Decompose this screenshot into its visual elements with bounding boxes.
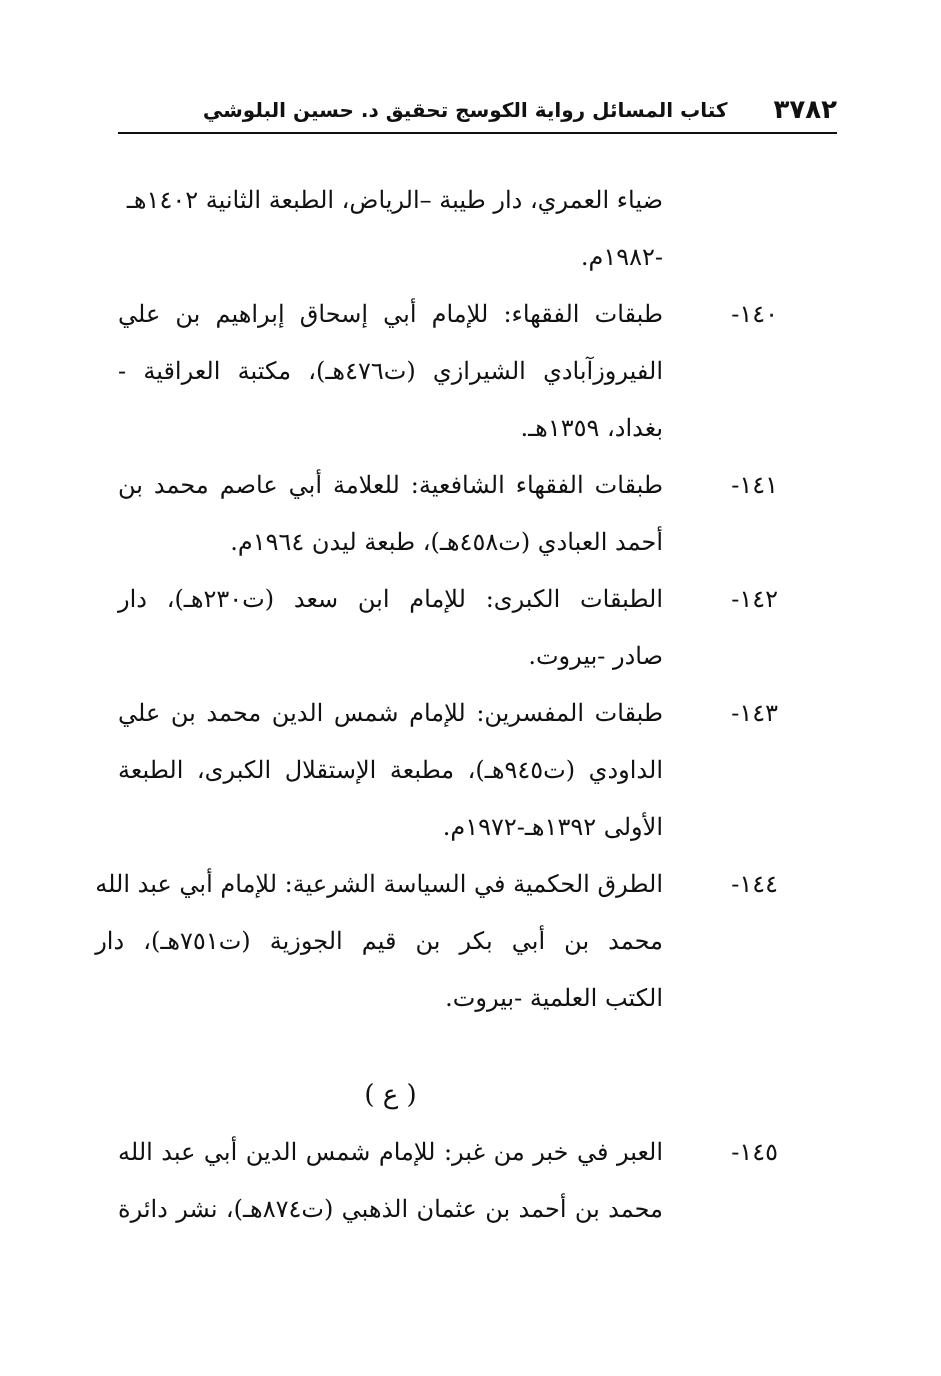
entry-line: صادر -بيروت. (528, 642, 663, 670)
bibliography-entry-140 (118, 286, 778, 457)
continuation-line: -١٩٨٢م. (580, 243, 663, 271)
page-header (118, 88, 837, 134)
entry-line: أحمد العبادي (ت٤٥٨هـ)، طبعة ليدن ١٩٦٤م. (230, 528, 663, 556)
bibliography-entry-145 (118, 1124, 778, 1238)
entry-text (118, 571, 663, 685)
entry-text (118, 685, 663, 856)
bibliography-entry-143 (118, 685, 778, 856)
section-heading-text: ( ع ) (364, 1080, 417, 1110)
entry-line: بغداد، ١٣٥٩هـ. (520, 414, 663, 442)
entry-line: الأولى ١٣٩٢هـ-١٩٧٢م. (442, 813, 663, 841)
entry-number: ١٤٣- (731, 699, 778, 727)
page-number: ٣٧٨٢ (773, 95, 837, 125)
entry-line: العبر في خبر من غبر: للإمام شمس الدين أبي عبد الله (118, 1138, 663, 1166)
continuation-line: ضياء العمري، دار طيبة –الرياض، الطبعة الثانية ١٤٠٢هـ (126, 186, 663, 214)
bibliography-list (95, 172, 778, 1238)
entry-line: الداودي (ت٩٤٥هـ)، مطبعة الإستقلال الكبرى، الطبعة (118, 756, 663, 784)
entry-line: الطرق الحكمية في السياسة الشرعية: للإمام أبي عبد الله (95, 870, 663, 898)
bibliography-entry-144 (95, 856, 778, 1027)
entry-line: طبقات الفقهاء: للإمام أبي إسحاق إبراهيم بن علي (118, 300, 663, 328)
entry-number: ١٤٤- (731, 870, 778, 898)
running-title: كتاب المسائل رواية الكوسج تحقيق د. حسين البلوشي (202, 98, 728, 122)
entry-line: طبقات المفسرين: للإمام شمس الدين محمد بن علي (118, 699, 663, 727)
entry-line: طبقات الفقهاء الشافعية: للعلامة أبي عاصم محمد بن (118, 471, 663, 499)
entry-line: محمد بن أحمد بن عثمان الذهبي (ت٨٧٤هـ)، نشر دائرة (118, 1195, 663, 1223)
entry-line: محمد بن أبي بكر بن قيم الجوزية (ت٧٥١هـ)، دار (95, 927, 663, 955)
entry-line: الفيروزآبادي الشيرازي (ت٤٧٦هـ)، مكتبة العراقية - (118, 357, 663, 385)
entry-text (118, 1124, 663, 1238)
section-heading-ain (118, 1067, 778, 1124)
bibliography-entry-141 (118, 457, 778, 571)
entry-number: ١٤٢- (731, 585, 778, 613)
entry-number: ١٤٠- (731, 300, 778, 328)
entry-number: ١٤٥- (731, 1138, 778, 1166)
entry-text (118, 457, 663, 571)
entry-number: ١٤١- (731, 471, 778, 499)
entry-text (118, 286, 663, 457)
entry-line: الطبقات الكبرى: للإمام ابن سعد (ت٢٣٠هـ)، دار (118, 585, 663, 613)
bibliography-entry-142 (118, 571, 778, 685)
entry-line: الكتب العلمية -بيروت. (445, 984, 663, 1012)
entry-text (95, 856, 663, 1027)
